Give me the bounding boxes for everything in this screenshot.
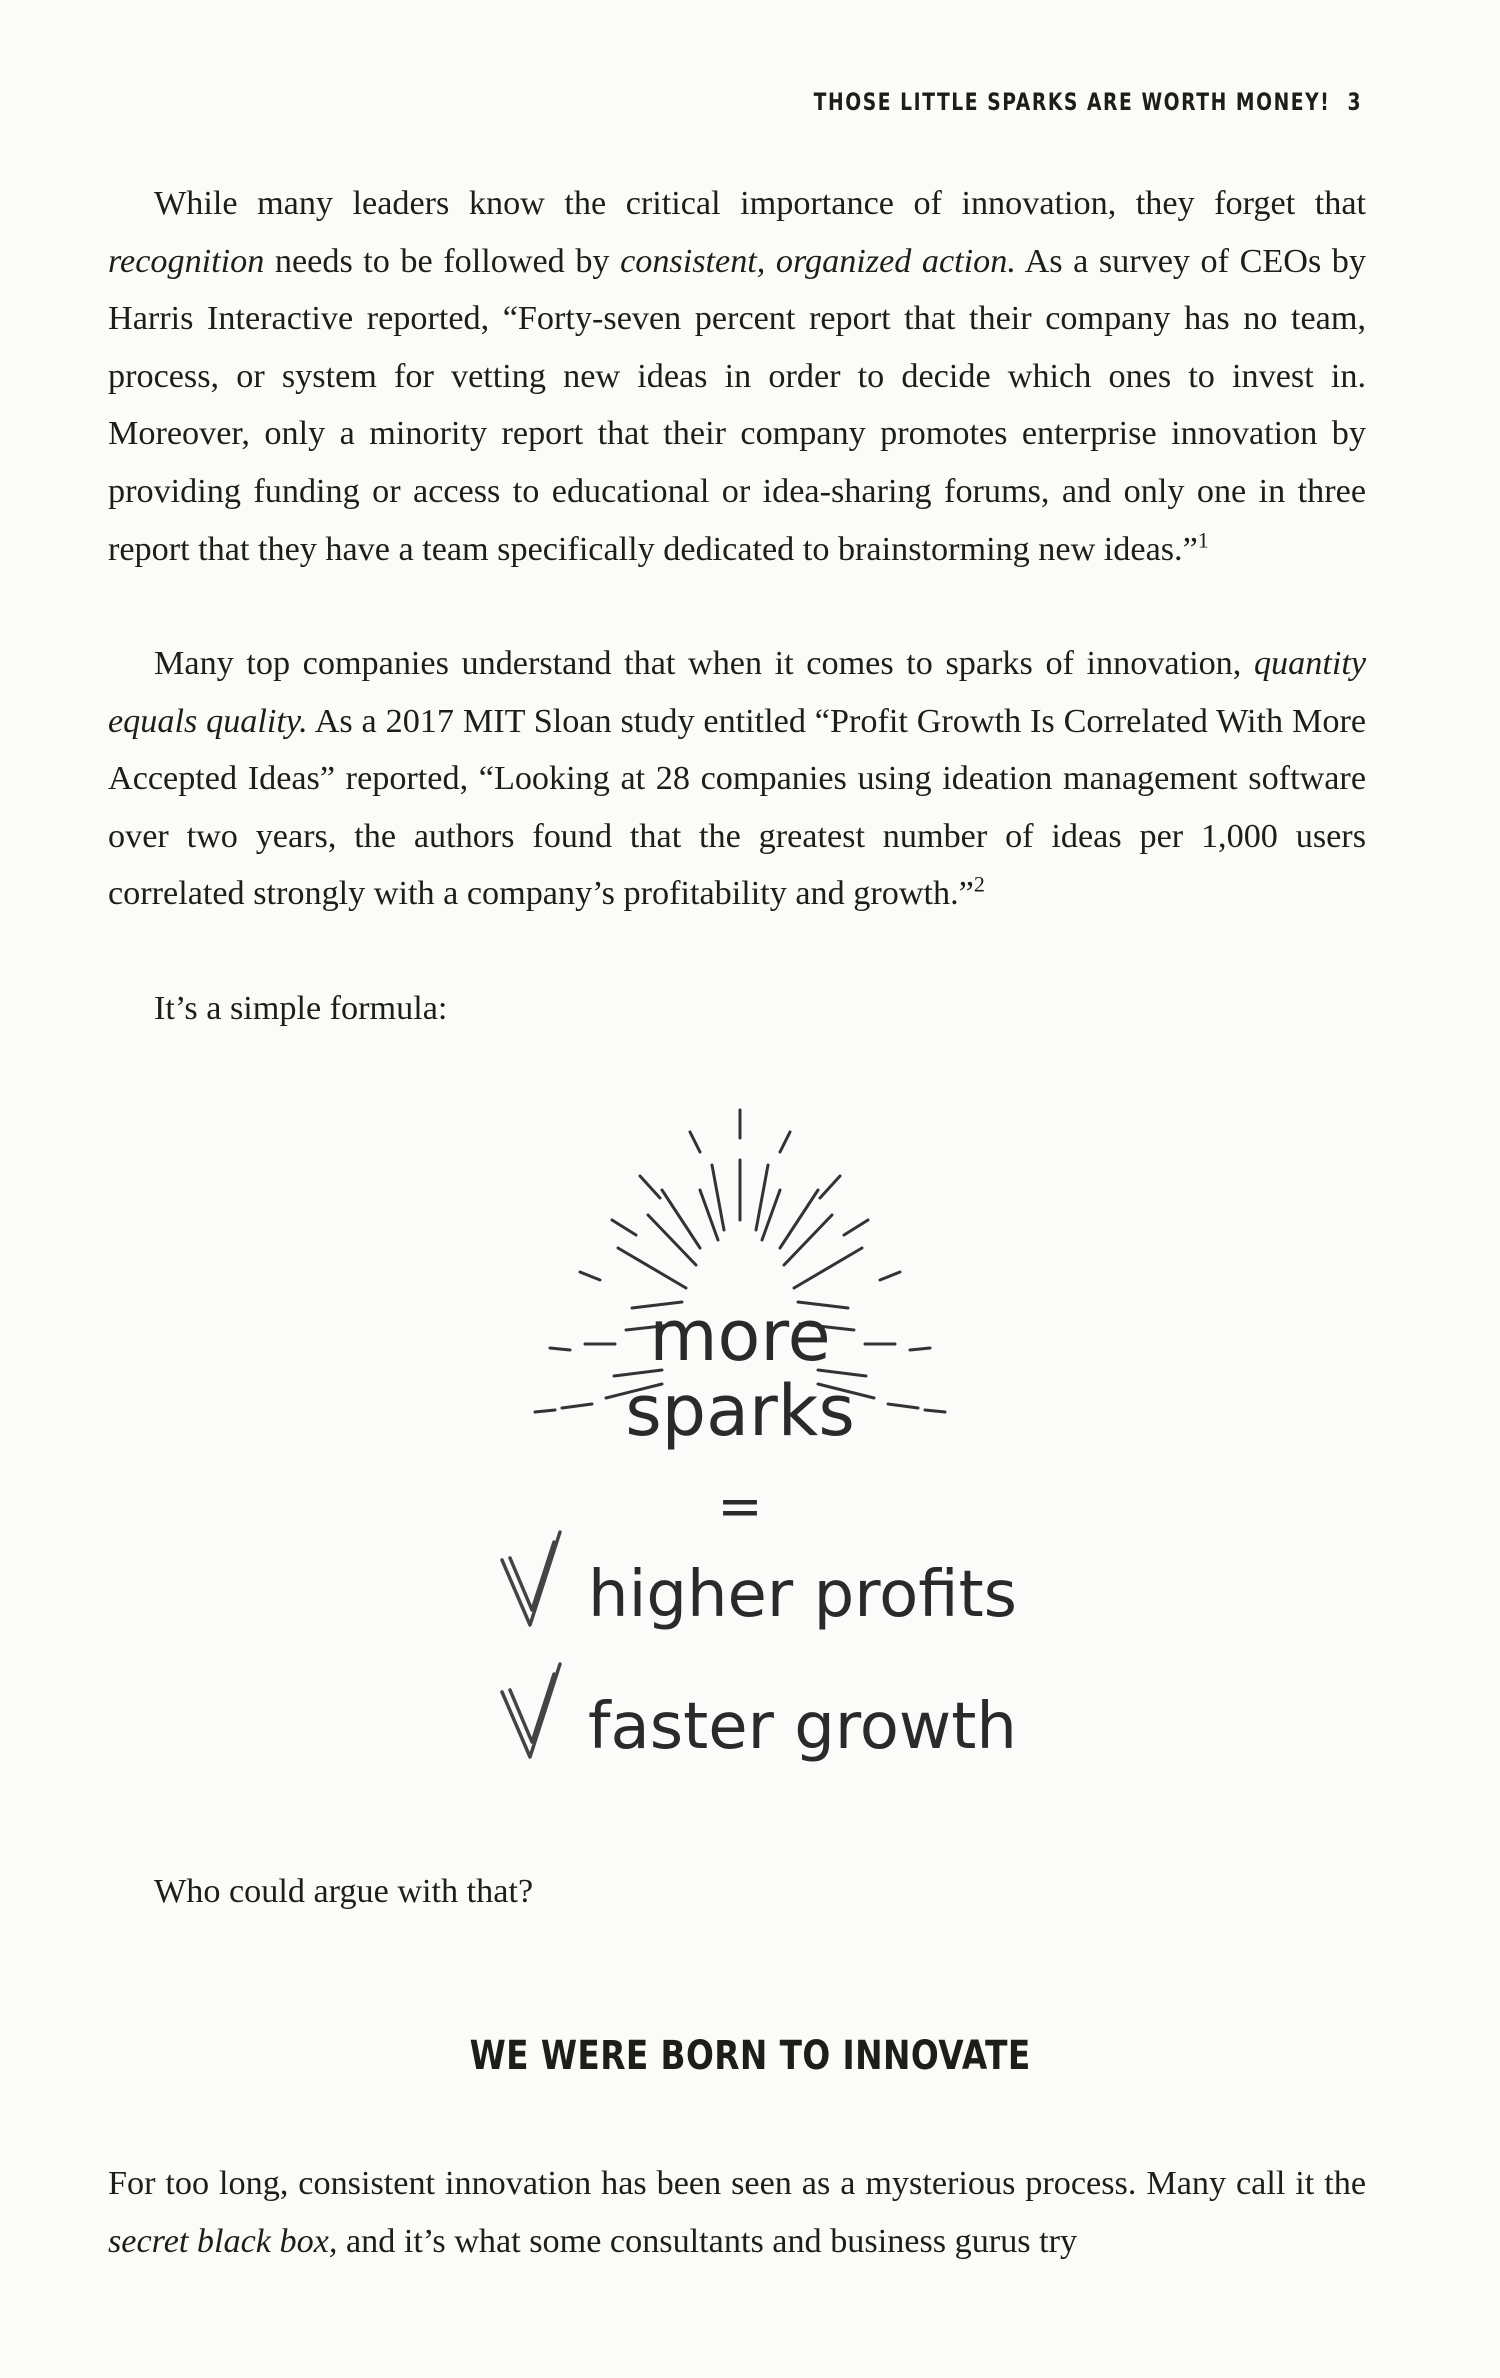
formula-line-sparks: sparks <box>625 1370 855 1452</box>
p1-text-2: needs to be followed by <box>264 242 621 280</box>
footnote-ref-1: 1 <box>1197 527 1209 553</box>
checkmark-icon <box>502 1532 560 1625</box>
p1-emphasis-action: consistent, organized action. <box>620 242 1016 280</box>
section-heading-text: WE WERE BORN TO INNOVATE <box>469 2033 1031 2079</box>
paragraph-ceo-survey <box>108 175 1366 578</box>
p2-emphasis-quantity: quantity equals quality. <box>108 645 1366 740</box>
p1-emphasis-recognition: recognition <box>108 242 265 280</box>
formula-equals-sign: = <box>717 1475 763 1538</box>
paragraph-mit-study <box>108 635 1366 923</box>
p5-emphasis-black-box: secret black box, <box>108 2222 338 2260</box>
formula-item-faster-growth: faster growth <box>588 1690 1017 1764</box>
running-title: THOSE LITTLE SPARKS ARE WORTH MONEY! <box>813 88 1331 116</box>
p3-text: It’s a simple formula: <box>154 990 448 1027</box>
formula-item-higher-profits: higher profits <box>588 1558 1017 1632</box>
p1-text-3: As a survey of CEOs by Harris Interactive reported, “Forty-seven percent report that their company has no team, process, or system for vetting new ideas in order to decide which ones to invest in. Moreover, only a minority report that their company promotes enterprise innovation by providing funding or access to educational or idea-sharing forums, and only one in three report that they have a team specifically dedicated to brainstorming new ideas.” <box>108 242 1366 568</box>
paragraph-who-could-argue <box>108 1863 1366 1921</box>
p1-text-1: While many leaders know the critical importance of innovation, they forget that <box>154 185 1366 222</box>
p2-text-2: As a 2017 MIT Sloan study entitled “Profit Growth Is Correlated With More Accepted Ideas” reported, “Looking at 28 companies using ideation management software over two years, the authors found that the greatest number of ideas per 1,000 users correlated strongly with a company’s profitability and growth.” <box>108 702 1366 913</box>
page-number: 3 <box>1347 88 1362 116</box>
running-head <box>814 88 1362 116</box>
formula-illustration <box>400 1080 1080 1800</box>
p4-text: Who could argue with that? <box>154 1873 534 1910</box>
p5-text-2: and it’s what some consultants and business gurus try <box>337 2222 1078 2260</box>
checkmark-icon <box>502 1664 560 1757</box>
paragraph-black-box <box>108 2155 1366 2270</box>
paragraph-formula-intro <box>108 980 1366 1038</box>
p2-text-1: Many top companies understand that when it comes to sparks of innovation, <box>154 645 1254 682</box>
section-heading <box>0 2033 1500 2079</box>
footnote-ref-2: 2 <box>973 871 985 897</box>
p5-text-1: For too long, consistent innovation has been seen as a mysterious process. Many call it the <box>108 2165 1366 2202</box>
formula-line-more: more <box>649 1295 831 1377</box>
